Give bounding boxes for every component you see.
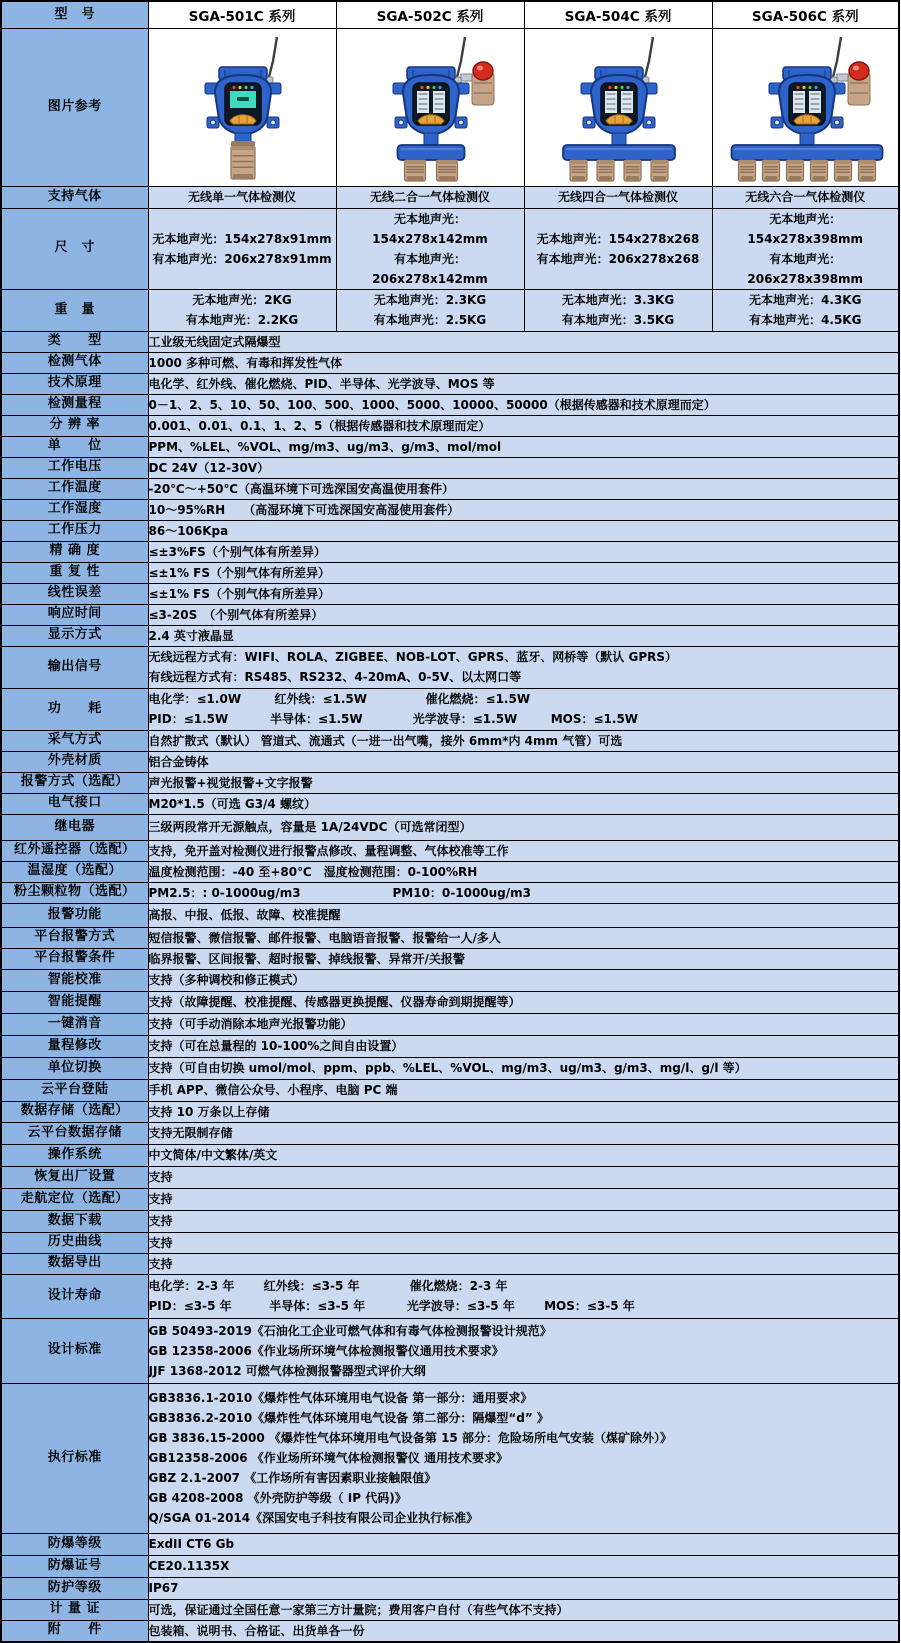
spec-row (1, 1188, 899, 1210)
cell-text: 无线六合一气体检测仪 (745, 190, 866, 204)
row-value-cell (148, 415, 899, 436)
cell-text: PM2.5：: 0-1000ug/m3 PM10：0-1000ug/m3 (148, 885, 532, 900)
cell-text: 手机 APP、微信公众号、小程序、电脑 PC 端 (148, 1083, 398, 1097)
spec-row (1, 1166, 899, 1188)
spec-row (1, 1577, 899, 1599)
spec-row (1, 1620, 899, 1642)
spec-row (1, 1318, 899, 1383)
row-label: 数据下载 (1, 1210, 148, 1232)
row-label: 功 耗 (1, 688, 148, 730)
row-label: 数据存储（选配） (1, 1101, 148, 1122)
row-value-cell (148, 373, 899, 394)
row-value-cell (148, 1188, 899, 1210)
cell-text: 电化学：≤1.0W 红外线：≤1.5W 催化燃烧：≤1.5W (148, 692, 531, 706)
row-label: 防爆等级 (1, 1533, 148, 1555)
spec-row (1, 457, 899, 478)
cell-text: -20℃～+50℃（高温环境下可选深国安高温使用套件） (148, 481, 454, 496)
row-value-cell (148, 208, 336, 289)
row-label: 防爆证号 (1, 1555, 148, 1577)
row-value-cell (148, 646, 899, 688)
row-value-cell (148, 1166, 899, 1188)
spec-row (1, 1383, 899, 1533)
cell-text: 铝合金铸体 (148, 754, 209, 769)
row-value-cell (336, 186, 524, 208)
row-label: 量程修改 (1, 1035, 148, 1057)
cell-text: PPM、%LEL、%VOL、mg/m3、ug/m3、g/m3、mol/mol (148, 439, 502, 454)
spec-row (1, 1555, 899, 1577)
row-label: 支持气体 (1, 186, 148, 208)
row-label: 历史曲线 (1, 1232, 148, 1253)
row-value-cell (148, 1079, 899, 1101)
spec-row (1, 289, 899, 331)
row-label: 计 量 证 (1, 1599, 148, 1620)
row-label: 精 确 度 (1, 541, 148, 562)
cell-text: 2.4 英寸液晶显 (148, 628, 234, 643)
cell-text: 无本地声光：2.3KG (373, 293, 487, 307)
column-header-series-2: SGA-504C 系列 (524, 1, 712, 28)
row-label: 附 件 (1, 1620, 148, 1642)
row-value-cell (148, 583, 899, 604)
spec-row (1, 436, 899, 457)
row-label: 设计寿命 (1, 1274, 148, 1318)
row-value-cell (148, 1122, 899, 1144)
gas-detector-icon (149, 31, 337, 183)
cell-text: GB3836.1-2010《爆炸性气体环境用电气设备 第一部分：通用要求》 (148, 1391, 533, 1405)
spec-row (1, 604, 899, 625)
row-value-cell (148, 991, 899, 1013)
spec-row (1, 1599, 899, 1620)
spec-row (1, 1274, 899, 1318)
row-label: 一键消音 (1, 1013, 148, 1035)
cell-text: 支持 (148, 1214, 173, 1228)
row-value-cell (148, 793, 899, 814)
row-label: 分 辨 率 (1, 415, 148, 436)
sga-504c-detector-image (525, 31, 712, 183)
cell-text: ≤3-20S （个别气体有所差异） (148, 607, 324, 622)
cell-text: 有本地声光：206x278x142mm (372, 251, 488, 286)
cell-text: GB 4208-2008 《外壳防护等级（ IP 代码)》 (148, 1491, 407, 1505)
cell-text: 支持 (148, 1192, 173, 1206)
row-label: 走航定位（选配） (1, 1188, 148, 1210)
spec-row (1, 751, 899, 772)
cell-text: 支持（可手动消除本地声光报警功能） (148, 1017, 353, 1031)
spec-row (1, 520, 899, 541)
spec-row (1, 1035, 899, 1057)
row-value-cell (148, 625, 899, 646)
gas-detector-icon (337, 31, 525, 183)
cell-text: GB 50493-2019《石油化工企业可燃气体和有毒气体检测报警设计规范》 (148, 1323, 552, 1338)
cell-text: GB 3836.15-2000 《爆炸性气体环境用电气设备第 15 部分：危险场所电气安装（煤矿除外）》 (148, 1431, 672, 1445)
cell-text: 1000 多种可燃、有毒和挥发性气体 (148, 355, 343, 370)
spec-row (1, 1232, 899, 1253)
row-value-cell (148, 478, 899, 499)
cell-text: 高报、中报、低报、故障、校准提醒 (148, 908, 341, 922)
row-value-cell (148, 1577, 899, 1599)
spec-row (1, 562, 899, 583)
spec-row (1, 688, 899, 730)
row-value-cell (524, 186, 712, 208)
cell-text: 临界报警、区间报警、超时报警、掉线报警、异常开/关报警 (148, 951, 465, 966)
row-label: 云平台数据存储 (1, 1122, 148, 1144)
sga-502c-detector-image (337, 31, 524, 183)
spec-row (1, 903, 899, 927)
spec-row (1, 415, 899, 436)
cell-text: 10～95%RH （高湿环境下可选深国安高湿使用套件） (148, 502, 460, 517)
cell-text: 包装箱、说明书、合格证、出货单各一份 (148, 1623, 365, 1638)
row-value-cell (148, 772, 899, 793)
row-value-cell (148, 903, 899, 927)
cell-text: Q/SGA 01-2014《深国安电子科技有限公司企业执行标准》 (148, 1511, 479, 1525)
row-label: 工作温度 (1, 478, 148, 499)
spec-row (1, 352, 899, 373)
row-value-cell (336, 289, 524, 331)
row-value-cell (148, 1210, 899, 1232)
row-value-cell (148, 1013, 899, 1035)
cell-text: GB12358-2006 《作业场所环境气体检测报警仪 通用技术要求》 (148, 1451, 508, 1465)
cell-text: ExdII CT6 Gb (148, 1537, 235, 1551)
cell-text: 有本地声光：206x278x398mm (747, 251, 864, 286)
row-value-cell (148, 499, 899, 520)
spec-row (1, 1210, 899, 1232)
cell-text: IP67 (148, 1581, 179, 1595)
row-value-cell (148, 1599, 899, 1620)
spec-row (1, 499, 899, 520)
cell-text: 0－1、2、5、10、50、100、500、1000、5000、10000、50000（根据传感器和技术原理而定） (148, 397, 716, 412)
product-image-cell-2 (524, 28, 712, 186)
cell-text: 无本地声光：154x278x91mm (152, 231, 332, 246)
row-label: 响应时间 (1, 604, 148, 625)
cell-text: PID：≤1.5W 半导体：≤1.5W 光学波导：≤1.5W MOS：≤1.5W (148, 712, 639, 726)
cell-text: 温度检测范围：-40 至+80℃ 湿度检测范围：0-100%RH (148, 864, 478, 879)
row-value-cell (148, 861, 899, 882)
row-value-cell (148, 604, 899, 625)
spec-row (1, 730, 899, 751)
cell-text: CE20.1135X (148, 1559, 230, 1573)
row-value-cell (148, 751, 899, 772)
cell-text: ≤±3%FS（个别气体有所差异） (148, 544, 326, 559)
gas-detector-icon (713, 31, 901, 183)
row-value-cell (712, 208, 899, 289)
cell-text: 无本地声光：2KG (192, 293, 292, 307)
row-label: 显示方式 (1, 625, 148, 646)
row-label: 云平台登陆 (1, 1079, 148, 1101)
spec-row (1, 646, 899, 688)
row-value-cell (148, 882, 899, 903)
cell-text: JJF 1368-2012 可燃气体检测报警器型式评价大纲 (148, 1363, 426, 1378)
row-value-cell (148, 1620, 899, 1642)
row-label: 检测气体 (1, 352, 148, 373)
cell-text: 支持，免开盖对检测仪进行报警点修改、量程调整、气体校准等工作 (148, 843, 509, 858)
row-label: 技术原理 (1, 373, 148, 394)
row-value-cell (148, 969, 899, 991)
row-value-cell (148, 436, 899, 457)
cell-text: 支持 10 万条以上存储 (148, 1104, 270, 1119)
row-label: 操作系统 (1, 1144, 148, 1166)
cell-text: 电化学：2-3 年 红外线：≤3-5 年 催化燃烧：2-3 年 (148, 1279, 508, 1293)
spec-header-row (1, 1, 899, 28)
cell-text: 支持 (148, 1256, 173, 1271)
row-value-cell (148, 1144, 899, 1166)
cell-text: 支持（可自由切换 umol/mol、ppm、ppb、%LEL、%VOL、mg/m3、ug/m3、g/m3、mg/l、g/l 等） (148, 1061, 747, 1075)
cell-text: GB 12358-2006《作业场所环境气体检测报警仪通用技术要求》 (148, 1343, 504, 1358)
spec-row (1, 1013, 899, 1035)
cell-text: 中文简体/中文繁体/英文 (148, 1148, 278, 1162)
cell-text: 支持 (148, 1235, 173, 1250)
row-label: 尺 寸 (1, 208, 148, 289)
spec-row (1, 208, 899, 289)
row-label: 采气方式 (1, 730, 148, 751)
row-label: 电气接口 (1, 793, 148, 814)
row-label: 设计标准 (1, 1318, 148, 1383)
spec-row (1, 1533, 899, 1555)
cell-text: 支持（故障提醒、校准提醒、传感器更换提醒、仪器寿命到期提醒等） (148, 995, 521, 1009)
row-label: 数据导出 (1, 1253, 148, 1274)
row-value-cell (148, 1383, 899, 1533)
row-label: 平台报警条件 (1, 948, 148, 969)
spec-row (1, 186, 899, 208)
cell-text: 支持无限制存储 (148, 1126, 233, 1140)
spec-row (1, 948, 899, 969)
cell-text: 支持（多种调校和修正模式） (148, 973, 305, 987)
cell-text: 有线远程方式有：RS485、RS232、4-20mA、0-5V、以太网口等 (148, 670, 522, 684)
row-value-cell (148, 1533, 899, 1555)
row-label-image-reference: 图片参考 (1, 28, 148, 186)
row-value-cell (524, 289, 712, 331)
row-label: 单位切换 (1, 1057, 148, 1079)
row-label: 温湿度（选配） (1, 861, 148, 882)
row-value-cell (148, 562, 899, 583)
row-label: 类 型 (1, 331, 148, 352)
row-label-model: 型 号 (1, 1, 148, 28)
sga-501c-detector-image (149, 31, 336, 183)
row-label: 工作电压 (1, 457, 148, 478)
row-value-cell (336, 208, 524, 289)
row-label: 报警功能 (1, 903, 148, 927)
cell-text: 无本地声光：3.3KG (561, 293, 675, 307)
cell-text: GBZ 2.1-2007 《工作场所有害因素职业接触限值》 (148, 1471, 437, 1485)
cell-text: 无线远程方式有：WIFI、ROLA、ZIGBEE、NOB-LOT、GPRS、蓝牙、网桥等（默认 GPRS） (148, 650, 678, 664)
cell-text: 支持 (148, 1170, 173, 1184)
product-image-cell-3 (712, 28, 899, 186)
row-value-cell (148, 1318, 899, 1383)
column-header-series-0: SGA-501C 系列 (148, 1, 336, 28)
spec-row (1, 1079, 899, 1101)
cell-text: 0.001、0.01、0.1、1、2、5（根据传感器和技术原理而定） (148, 418, 491, 433)
cell-text: 支持（可在总量程的 10-100%之间自由设置） (148, 1039, 404, 1053)
row-label: 执行标准 (1, 1383, 148, 1533)
cell-text: 自然扩散式（默认） 管道式、流通式（一进一出气嘴，接外 6mm*内 4mm 气管）可选 (148, 733, 623, 748)
row-value-cell (148, 730, 899, 751)
row-label: 线性误差 (1, 583, 148, 604)
row-label: 单 位 (1, 436, 148, 457)
cell-text: 三级两段常开无源触点，容量是 1A/24VDC（可选常闭型） (148, 820, 472, 834)
row-value-cell (148, 927, 899, 948)
column-header-series-1: SGA-502C 系列 (336, 1, 524, 28)
row-label: 外壳材质 (1, 751, 148, 772)
row-label: 智能校准 (1, 969, 148, 991)
cell-text: PID：≤3-5 年 半导体：≤3-5 年 光学波导：≤3-5 年 MOS：≤3-5 年 (148, 1299, 635, 1313)
spec-row (1, 882, 899, 903)
product-image-cell-0 (148, 28, 336, 186)
cell-text: 电化学、红外线、催化燃烧、PID、半导体、光学波导、MOS 等 (148, 376, 495, 391)
row-label: 粉尘颗粒物（选配） (1, 882, 148, 903)
spec-row (1, 583, 899, 604)
row-value-cell (148, 1274, 899, 1318)
spec-row (1, 1057, 899, 1079)
row-value-cell (148, 1035, 899, 1057)
column-header-series-3: SGA-506C 系列 (712, 1, 899, 28)
spec-row (1, 1253, 899, 1274)
cell-text: 无线四合一气体检测仪 (557, 190, 678, 204)
spec-row (1, 814, 899, 840)
spec-row (1, 991, 899, 1013)
cell-text: 声光报警+视觉报警+文字报警 (148, 775, 313, 790)
cell-text: 可选，保证通过全国任意一家第三方计量院；费用客户自付（有些气体不支持） (148, 1602, 569, 1617)
cell-text: 86～106Kpa (148, 523, 229, 538)
spec-row (1, 394, 899, 415)
spec-row (1, 969, 899, 991)
row-label: 防护等级 (1, 1577, 148, 1599)
row-label: 继电器 (1, 814, 148, 840)
cell-text: 有本地声光：206x278x91mm (152, 251, 332, 266)
spec-row (1, 541, 899, 562)
row-label: 平台报警方式 (1, 927, 148, 948)
spec-row (1, 1101, 899, 1122)
row-value-cell (148, 948, 899, 969)
cell-text: 有本地声光：2.2KG (185, 313, 299, 327)
row-value-cell (148, 1101, 899, 1122)
row-label: 工作湿度 (1, 499, 148, 520)
cell-text: 短信报警、微信报警、邮件报警、电脑语音报警、报警给一人/多人 (148, 930, 501, 945)
row-value-cell (148, 186, 336, 208)
cell-text: 无本地声光：154x278x268 (536, 231, 700, 246)
cell-text: 有本地声光：4.5KG (749, 313, 862, 327)
row-value-cell (148, 1253, 899, 1274)
spec-row (1, 373, 899, 394)
row-value-cell (148, 1555, 899, 1577)
cell-text: ≤±1% FS（个别气体有所差异） (148, 586, 331, 601)
spec-row (1, 793, 899, 814)
spec-row (1, 625, 899, 646)
row-value-cell (148, 541, 899, 562)
gas-detector-icon (525, 31, 713, 183)
cell-text: 有本地声光：206x278x268 (536, 251, 700, 266)
row-label: 检测量程 (1, 394, 148, 415)
row-value-cell (148, 1232, 899, 1253)
cell-text: DC 24V（12-30V） (148, 460, 270, 475)
row-value-cell (712, 186, 899, 208)
cell-text: 有本地声光：2.5KG (373, 313, 487, 327)
cell-text: GB3836.2-2010《爆炸性气体环境用电气设备 第二部分：隔爆型“d” 》 (148, 1411, 549, 1425)
spec-row (1, 772, 899, 793)
row-value-cell (148, 840, 899, 861)
row-value-cell (148, 289, 336, 331)
row-value-cell (148, 688, 899, 730)
row-label: 报警方式（选配） (1, 772, 148, 793)
cell-text: 工业级无线固定式隔爆型 (148, 334, 281, 349)
cell-text: 无本地声光：154x278x142mm (372, 211, 488, 246)
row-label: 工作压力 (1, 520, 148, 541)
row-label: 重 复 性 (1, 562, 148, 583)
row-value-cell (148, 331, 899, 352)
cell-text: M20*1.5（可选 G3/4 螺纹） (148, 796, 316, 811)
product-image-cell-1 (336, 28, 524, 186)
row-value-cell (148, 352, 899, 373)
sga-506c-detector-image (713, 31, 899, 183)
spec-row (1, 1144, 899, 1166)
row-label: 重 量 (1, 289, 148, 331)
row-value-cell (148, 814, 899, 840)
image-reference-row (1, 28, 899, 186)
row-label: 智能提醒 (1, 991, 148, 1013)
row-value-cell (148, 1057, 899, 1079)
spec-row (1, 861, 899, 882)
row-label: 输出信号 (1, 646, 148, 688)
spec-row (1, 331, 899, 352)
cell-text: 有本地声光：3.5KG (561, 313, 675, 327)
row-value-cell (712, 289, 899, 331)
row-value-cell (148, 457, 899, 478)
spec-row (1, 840, 899, 861)
cell-text: 无线单一气体检测仪 (187, 190, 296, 204)
row-label: 恢复出厂设置 (1, 1166, 148, 1188)
cell-text: 无本地声光：4.3KG (749, 293, 862, 307)
row-value-cell (148, 520, 899, 541)
spec-row (1, 927, 899, 948)
row-value-cell (524, 208, 712, 289)
cell-text: ≤±1% FS（个别气体有所差异） (148, 565, 331, 580)
cell-text: 无本地声光：154x278x398mm (747, 211, 864, 246)
cell-text: 无线二合一气体检测仪 (369, 190, 490, 204)
spec-row (1, 478, 899, 499)
row-value-cell (148, 394, 899, 415)
row-label: 红外遥控器（选配） (1, 840, 148, 861)
spec-row (1, 1122, 899, 1144)
